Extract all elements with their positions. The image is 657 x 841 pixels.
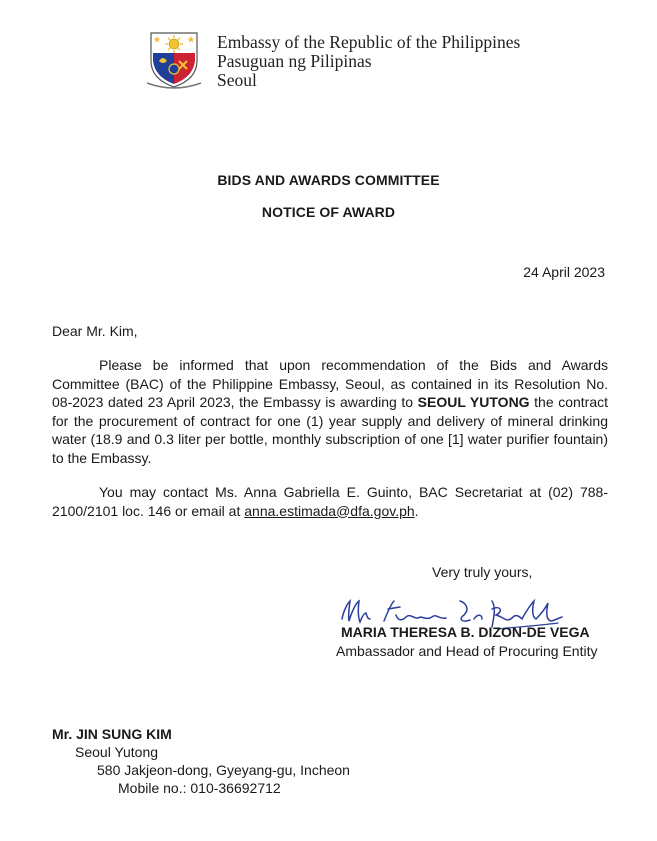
signatory-name: MARIA THERESA B. DIZON-DE VEGA (341, 624, 590, 640)
contact-text: You may contact Ms. Anna Gabriella E. Guinto, BAC Secretariat at (02) 788-2100/2101 loc. 146 or email at (52, 484, 608, 519)
letterhead-filipino-name: Pasuguan ng Pilipinas (217, 51, 372, 71)
body-paragraph-contact (52, 483, 608, 520)
addressee-address: 580 Jakjeon-dong, Gyeyang-gu, Incheon (97, 762, 350, 778)
addressee-name: Mr. JIN SUNG KIM (52, 726, 172, 742)
award-text-details: the contract for the procurement of contract for one (1) year supply and delivery of mineral drinking water (18.9 and 0.3 liter per bottle, monthly subscription of one [1] water purifier fountain) to the Embassy. (52, 394, 608, 466)
award-text-intro: Please be informed that upon recommendation of the Bids and Awards Committee (BAC) of the Philippine Embassy, Seoul, as contained in its Resolution No. 08-2023 dated 23 April 2023, the Embassy is awarding to (52, 357, 608, 410)
contact-text-end: . (414, 502, 419, 519)
awardee-name: SEOUL YUTONG (417, 394, 530, 410)
closing-line: Very truly yours, (432, 564, 533, 580)
signatory-title: Ambassador and Head of Procuring Entity (336, 643, 598, 659)
body-paragraph-award (52, 356, 608, 467)
letterhead-embassy-name: Embassy of the Republic of the Philippines (217, 32, 521, 52)
embassy-seal-icon (143, 27, 205, 89)
email-link[interactable]: anna.estimada@dfa.gov.ph (244, 502, 415, 519)
committee-heading: BIDS AND AWARDS COMMITTEE (217, 172, 440, 188)
document-title: NOTICE OF AWARD (261, 204, 396, 220)
addressee-company: Seoul Yutong (75, 744, 159, 760)
letterhead-city: Seoul (217, 70, 257, 90)
addressee-mobile: Mobile no.: 010-36692712 (118, 780, 281, 796)
letter-date: 24 April 2023 (523, 264, 605, 280)
salutation: Dear Mr. Kim, (52, 323, 138, 339)
